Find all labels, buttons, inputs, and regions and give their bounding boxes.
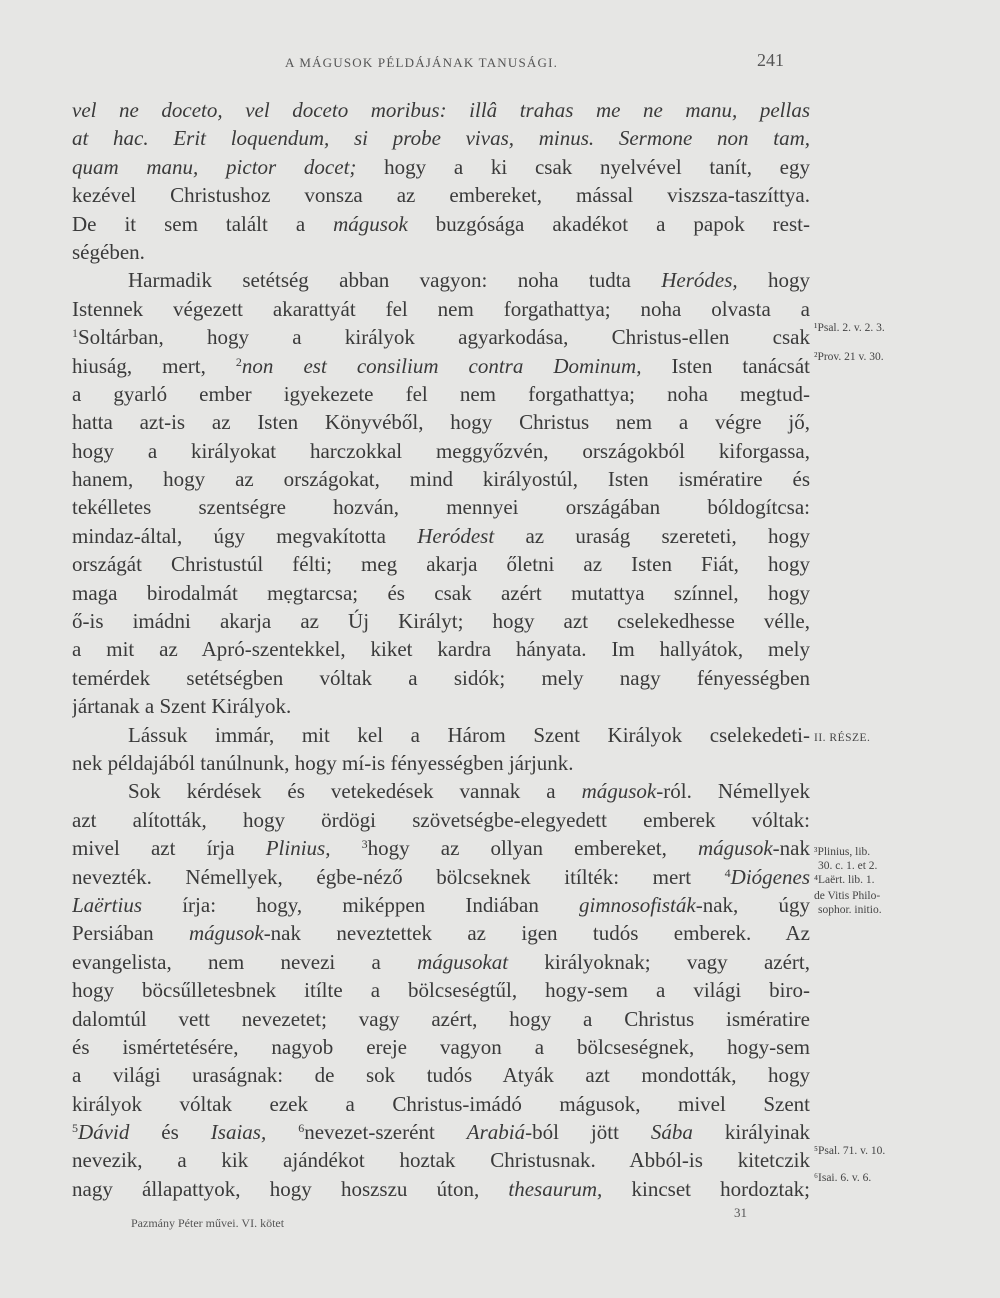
text-line [72,948,810,976]
text-line [72,124,810,152]
text-line [72,891,810,919]
text-segment: Sok kérdések és vetekedések vannak a [128,779,582,804]
text-line [72,1033,810,1061]
margin-note-vitis: de Vitis Philo- [814,890,881,902]
text-line [72,976,810,1004]
text-segment: mágusokat [417,949,509,974]
text-segment: kincset hordoztak; [602,1176,810,1201]
text-segment: Lássuk immár, mit kel a Három Szent Királyok cselekedeti- [128,722,810,747]
text-line [72,295,810,323]
margin-note-plinius-ref: 30. c. 1. et 2. [818,860,878,872]
text-segment: Isaias, [210,1120,267,1145]
text-segment: királyok vóltak ezek a Christus-imádó mágusok, mivel Szent [72,1091,810,1116]
text-segment: Soltárban, hogy a királyok agyarkodása, Christus-ellen csak [78,325,810,350]
text-segment: kezével Christushoz vonsza az embereket, mással viszsza-taszíttya. [72,183,810,208]
text-segment: Arabiá [466,1120,526,1145]
text-segment: hogy [737,268,810,293]
text-segment: buzgósága akadékot a papok rest- [407,211,810,236]
text-segment: maga birodalmát mẹgtarcsa; és csak azért mutattya színnel, hogy [72,580,810,605]
text-segment: non est consilium contra Dominum, [241,353,642,378]
text-line [72,266,810,294]
text-segment: -nak [772,836,810,861]
text-segment: Dávid [78,1120,130,1145]
text-line [72,493,810,521]
margin-note-isai-6: ⁶Isai. 6. v. 6. [814,1172,872,1184]
text-line [72,1175,810,1203]
text-line [72,153,810,181]
text-segment: gimnosofisták [579,892,696,917]
text-segment: mágusok [189,921,264,946]
text-segment: Persiában [72,921,190,946]
text-segment: Heródest [417,523,495,548]
text-segment: Istennek végezett akarattyát fel nem forgathattya; noha olvasta a [72,296,810,321]
text-line [72,210,810,238]
text-segment: nevezték. Némellyek, égbe-néző bölcseknek itílték: mert [72,864,725,889]
text-line [72,834,810,862]
text-line [72,1090,810,1118]
text-segment: dalomtúl vett nevezetet; vagy azért, hogy a Christus ismératire [72,1006,810,1031]
footnote-marker: 4 [724,865,731,880]
text-segment: mindaz-által, úgy megvakította [72,523,418,548]
text-segment: hatta azt-is az Isten Könyvéből, hogy Christus nem a végre jő, [72,410,810,435]
text-segment: királyinak [692,1120,810,1145]
text-segment: azt alították, hogy ördögi szövetségbe-elegyedett emberek vóltak: [72,807,810,832]
text-segment: a gyarló ember igyekezete fel nem forgathattya; noha megtud- [72,381,810,406]
text-segment: tekélletes szentségre hozván, mennyei országában bóldogítcsa: [72,495,810,520]
text-segment: az uraság szereteti, hogy [494,523,810,548]
text-segment: Isten tanácsát [641,353,810,378]
text-segment: hiuság, mert, [72,353,236,378]
text-line [72,749,810,777]
text-segment: -ból jött [525,1120,651,1145]
text-segment: Harmadik setétség abban vagyon: noha tudta [128,268,662,293]
text-segment: jártanak a Szent Királyok. [72,694,292,719]
footer-imprint: Pazmány Péter művei. VI. kötet [131,1216,285,1230]
text-line [72,863,810,891]
text-segment: vel ne doceto, vel doceto moribus: illâ trahas me ne manu, pellas [72,98,810,122]
text-line [72,579,810,607]
margin-note-psal-71: ⁵Psal. 71. v. 10. [814,1145,886,1157]
text-line [72,607,810,635]
margin-note-psal-2: ¹Psal. 2. v. 2. 3. [814,322,885,334]
text-segment: a mit az Apró-szentekkel, kiket kardra hányata. Im hallyátok, mely [72,637,810,662]
text-line [72,692,810,720]
text-segment: Plinius, [265,836,331,861]
text-segment [266,1120,298,1144]
text-line [72,1146,810,1174]
text-segment: mágusok [581,779,657,804]
running-title: A MÁGUSOK PÉLDÁJÁNAK TANUSÁGI. [285,55,559,70]
text-segment: evangelista, nem nevezi a [72,949,418,974]
running-head [0,50,1000,80]
body-text [72,96,810,1203]
text-line [72,919,810,947]
text-segment: országát Christustúl félti; meg akarja őletni az Isten Fiát, hogy [72,552,810,577]
text-segment: mágusok [698,836,773,861]
text-segment: és ismértetésére, nagyob ereje vagyon a bölcseségnek, hogy-sem [72,1034,810,1059]
text-line [72,238,810,266]
page-number: 241 [757,50,784,70]
text-line [72,522,810,550]
text-line [72,408,810,436]
text-segment: a világi uraságnak: de sok tudós Atyák azt mondották, hogy [72,1063,810,1088]
text-line [72,323,810,351]
margin-note-initio: sophor. initio. [818,904,882,916]
margin-note-part-two: II. RÉSZE. [814,732,871,744]
text-line [72,380,810,408]
text-segment: mágusok [333,211,408,236]
text-segment: at hac. Erit loquendum, si probe vivas, minus. Sermone non tam, [72,126,810,151]
text-line [72,181,810,209]
text-segment: quam manu, pictor docet; [72,154,357,179]
text-segment: és [129,1120,211,1145]
footnote-marker: 3 [361,837,368,852]
footnote-marker: 1 [72,326,78,341]
margin-note-plinius: ³Plinius, lib. [814,846,871,858]
text-segment: temérdek setétségben vóltak a sidók; mely nagy fényességben [72,665,810,690]
footer-signature: 31 [734,1205,747,1220]
text-segment: nevezik, a kik ajándékot hoztak Christusnak. Abból-is kitetczik [72,1148,810,1173]
text-line [72,635,810,663]
text-line [72,437,810,465]
margin-note-prov-21: ²Prov. 21 v. 30. [814,351,884,363]
text-segment: ő-is imádni akarja az Új Királyt; hogy azt cselekedhesse vélle, [72,609,810,634]
text-segment: ségében. [72,239,145,264]
text-line [72,465,810,493]
text-segment: -nak neveztettek az igen tudós emberek. Az [263,921,810,946]
text-line [72,777,810,805]
text-line [72,664,810,692]
footnote-marker: 2 [235,354,242,369]
text-segment: nek példajából tanúlnunk, hogy mí-is fényességben járjunk. [72,750,574,775]
text-line [72,1118,810,1146]
text-line [72,721,810,749]
text-line [72,96,810,124]
text-segment: -ról. Némellyek [656,779,810,804]
text-segment: Diógenes [730,864,810,889]
text-line [72,550,810,578]
text-segment: thesaurum, [508,1176,603,1201]
text-segment: hogy az ollyan embereket, [367,836,698,861]
text-segment: Sába [650,1120,693,1145]
text-segment: írja: hogy, miképpen Indiában [142,892,580,917]
text-segment: mivel azt írja [72,836,266,861]
text-segment: -nak, úgy [695,892,810,917]
footnote-marker: 6 [298,1121,305,1136]
text-line [72,1061,810,1089]
text-line [72,806,810,834]
text-segment: királyoknak; vagy azért, [508,949,810,974]
text-segment: Laërtius [72,892,143,917]
text-line [72,1005,810,1033]
text-segment: hanem, hogy az országokat, mind királyostúl, Isten ismératire és [72,467,810,492]
text-segment: nevezet-szerént [304,1120,467,1145]
text-segment: hogy böcsűlletesbnek itílte a bölcseségtűl, hogy-sem a világi biro- [72,978,810,1003]
text-segment: hogy a királyokat harczokkal meggyőzvén, országokból kiforgassa, [72,438,810,463]
text-segment [330,836,361,860]
text-segment: nagy állapattyok, hogy hoszszu úton, [72,1176,509,1201]
footnote-marker: 5 [72,1121,78,1136]
text-segment: De it sem talált a [72,211,334,236]
text-line [72,352,810,380]
text-segment: Heródes, [661,268,738,293]
text-segment: hogy a ki csak nyelvével tanít, egy [356,154,810,179]
margin-note-laert: ⁴Laërt. lib. 1. [814,874,875,886]
